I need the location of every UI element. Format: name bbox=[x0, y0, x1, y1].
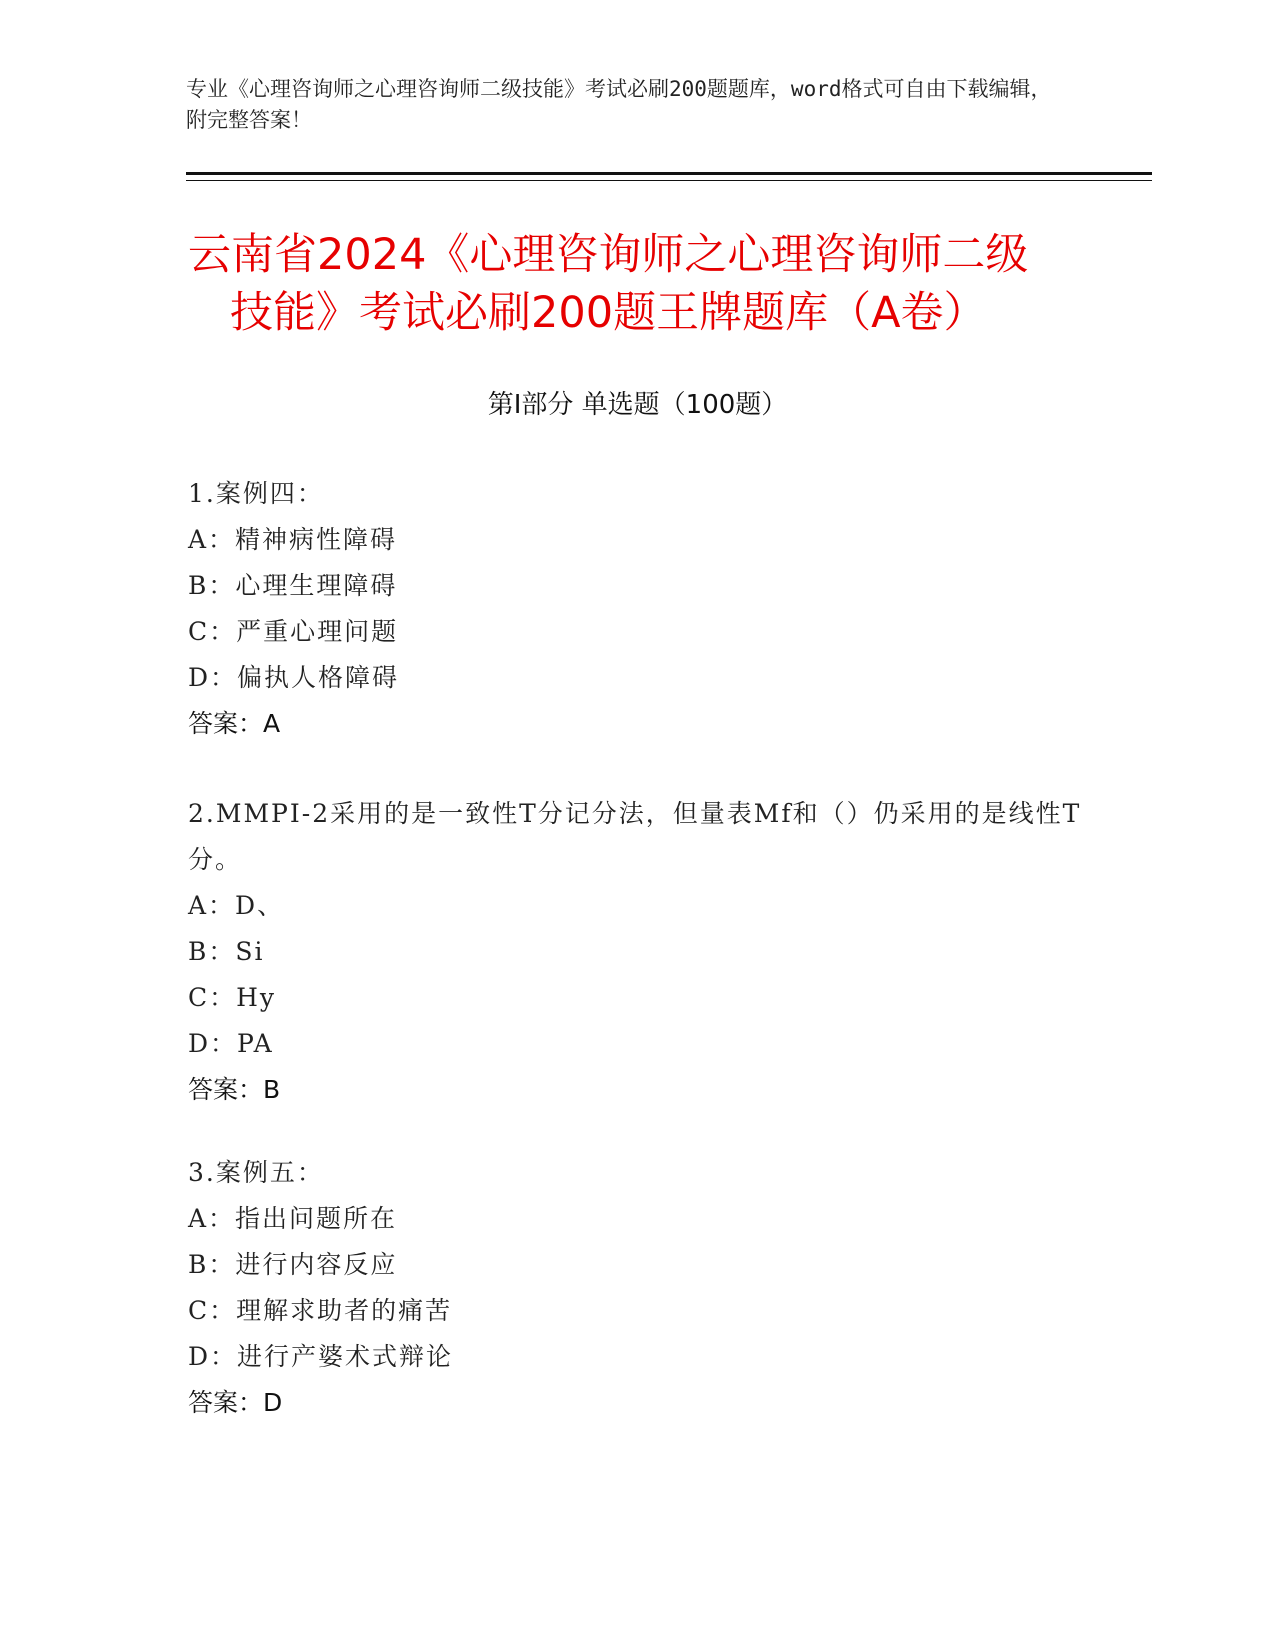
question-1 bbox=[188, 471, 1088, 747]
header-note: 专业《心理咨询师之心理咨询师二级技能》考试必刷200题题库，word格式可自由下载编辑，附完整答案！ bbox=[186, 77, 1052, 132]
title-line-1: 云南省2024《心理咨询师之心理咨询师二级 bbox=[188, 230, 1029, 280]
option-c: C：理解求助者的痛苦 bbox=[188, 1296, 453, 1325]
option-a: A：精神病性障碍 bbox=[188, 525, 398, 554]
question-stem: 1.案例四： bbox=[188, 479, 324, 508]
document-title bbox=[188, 226, 1088, 342]
option-a: A：指出问题所在 bbox=[188, 1204, 398, 1233]
question-stem: 2.MMPI-2采用的是一致性T分记分法，但量表Mf和（）仍采用的是线性T分。 bbox=[188, 799, 1082, 874]
question-2 bbox=[188, 791, 1088, 1113]
option-c: C：Hy bbox=[188, 983, 277, 1012]
answer: 答案：A bbox=[188, 709, 281, 738]
header-divider-thick bbox=[186, 172, 1152, 175]
option-b: B：进行内容反应 bbox=[188, 1250, 398, 1279]
question-3 bbox=[188, 1150, 1088, 1426]
option-c: C：严重心理问题 bbox=[188, 617, 399, 646]
section-heading: 第Ⅰ部分 单选题（100题） bbox=[487, 390, 788, 420]
option-a: A：D、 bbox=[188, 891, 285, 920]
option-d: D：PA bbox=[188, 1029, 274, 1058]
answer: 答案：D bbox=[188, 1388, 283, 1417]
option-b: B：Si bbox=[188, 937, 265, 966]
question-stem: 3.案例五： bbox=[188, 1158, 324, 1187]
option-b: B：心理生理障碍 bbox=[188, 571, 398, 600]
option-d: D：进行产婆术式辩论 bbox=[188, 1342, 454, 1371]
answer: 答案：B bbox=[188, 1075, 281, 1104]
header-divider-thin bbox=[186, 180, 1152, 181]
title-line-2: 技能》考试必刷200题王牌题库（A卷） bbox=[230, 288, 987, 338]
option-d: D：偏执人格障碍 bbox=[188, 663, 400, 692]
